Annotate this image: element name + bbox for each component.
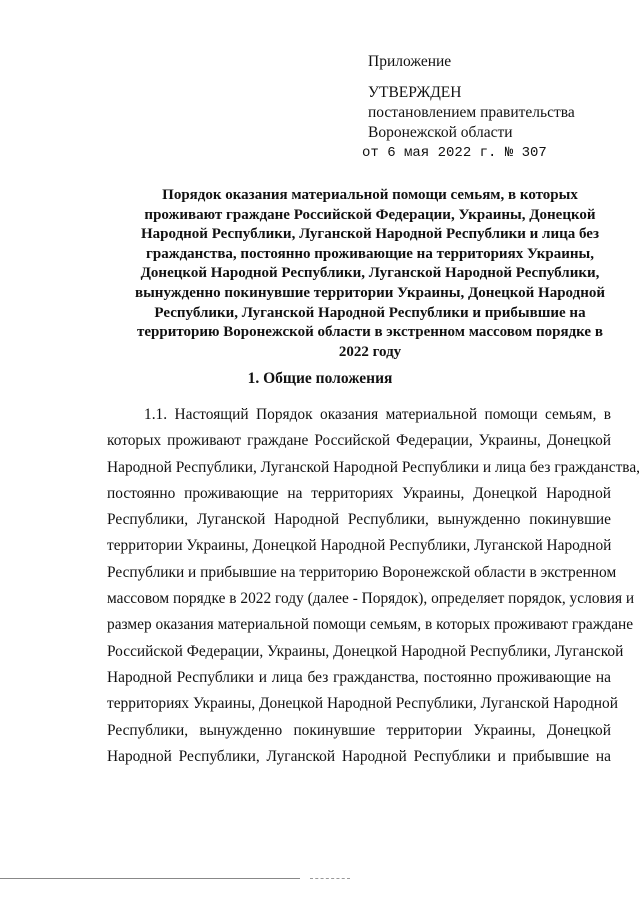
approval-block xyxy=(362,52,575,163)
approval-authority: постановлением правительства xyxy=(368,104,575,121)
paragraph-line: Республики, Луганской Народной Республики, вынужденно покинувшие xyxy=(107,511,611,529)
paragraph-1-1 xyxy=(107,402,640,770)
paragraph-line: Российской Федерации, Украины, Донецкой Народной Республики, Луганской xyxy=(107,642,624,660)
document-title xyxy=(120,186,620,362)
title-line: Республики, Луганской Народной Республики и прибывшие на xyxy=(154,304,586,321)
paragraph-line: территориях Украины, Донецкой Народной Республики, Луганской Народной xyxy=(107,695,618,713)
paragraph-line: Республики и прибывшие на территорию Воронежской области в экстренном xyxy=(107,563,617,581)
paragraph-line: постоянно проживающие на территориях Украины, Донецкой Народной xyxy=(107,484,611,502)
approval-region: Воронежской области xyxy=(368,124,513,141)
paragraph-line: Народной Республики и лица без гражданства, постоянно проживающие на xyxy=(107,668,611,686)
section-heading: 1. Общие положения xyxy=(247,370,393,387)
paragraph-line: массовом порядке в 2022 году (далее - Порядок), определяет порядок, условия и xyxy=(107,590,635,608)
paragraph-line: 1.1. Настоящий Порядок оказания материальной помощи семьям, в xyxy=(144,406,611,423)
resolution-number: от 6 мая 2022 г. № 307 xyxy=(362,145,547,161)
paragraph-line: Народной Республики, Луганской Народной Республики и лица без гражданства, xyxy=(107,458,640,476)
title-line: Народной Республики, Луганской Народной Республики и лица без xyxy=(141,226,599,243)
title-line: 2022 году xyxy=(338,343,402,360)
title-line: вынужденно покинувшие территории Украины, Донецкой Народной xyxy=(134,284,605,301)
paragraph-line: Республики, вынужденно покинувшие территории Украины, Донецкой xyxy=(107,721,611,739)
title-line: Донецкой Народной Республики, Луганской Народной Республики, xyxy=(140,265,600,282)
footer-dash-divider xyxy=(310,878,350,879)
approved-label: УТВЕРЖДЕН xyxy=(368,84,462,101)
paragraph-line: территории Украины, Донецкой Народной Республики, Луганской Народной xyxy=(107,537,612,555)
paragraph-line: Народной Республики, Луганской Народной Республики и прибывшие на xyxy=(107,747,611,765)
title-line: гражданства, постоянно проживающие на территориях Украины, xyxy=(146,245,594,262)
paragraph-line: размер оказания материальной помощи семьям, в которых проживают граждане xyxy=(107,616,634,634)
footer-divider xyxy=(0,878,300,879)
paragraph-line: которых проживают граждане Российской Федерации, Украины, Донецкой xyxy=(107,432,611,450)
title-line: Порядок оказания материальной помощи семьям, в которых xyxy=(162,187,578,203)
title-line: территорию Воронежской области в экстренном массовом порядке в xyxy=(137,324,603,341)
appendix-label: Приложение xyxy=(368,53,452,70)
title-line: проживают граждане Российской Федерации, Украины, Донецкой xyxy=(144,206,596,223)
